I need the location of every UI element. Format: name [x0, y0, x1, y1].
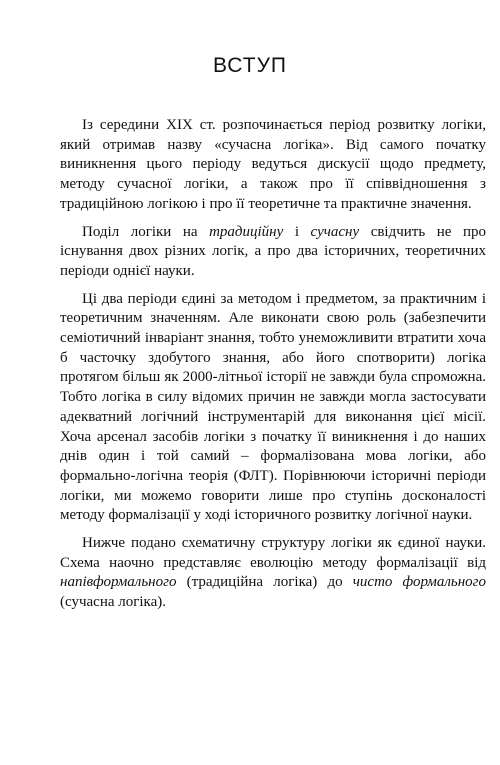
paragraph-unity	[60, 290, 486, 526]
document-body	[60, 116, 486, 621]
paragraph-text: Із середини XIX ст. розпочинається період розвитку логіки, який отримав назву «сучасна логіка». Від самого початку виникнення цього періоду ведуться дискусії щодо предмету, методу сучасної логіки, а також про її співвідношення з традиційною логікою і про її теоретичне та практичне значення.	[60, 117, 486, 212]
paragraph-text: Поділ логіки на	[82, 223, 210, 240]
paragraph-text: і	[283, 223, 311, 240]
term-traditional: традиційну	[209, 223, 284, 240]
paragraph-text: свідчить не про існування двох різних логік, а про два історичних, теоретичних періоди однієї науки.	[60, 223, 486, 279]
term-purely-formal: чисто формального	[352, 574, 486, 591]
paragraph-text: Ці два періоди єдині за методом і предметом, за практичним і теоретичним значенням. Але виконати свою роль (забезпечити семіотичний інваріант знання, тобто унеможливити втратити хоча б часточку здобутого знання, або його спотворити) логіка протягом більш як 2000-літньої історії не завжди була спроможна. Тобто логіка в силу відомих причин не завжди могла застосувати адекватний логічний інструментарій для виконання цієї місії. Хоча арсенал засобів логіки з початку її виникнення і до наших днів один і той самий – формалізована мова логіки, або формально-логічна теорія (ФЛТ). Порівнюючи історичні періоди логіки, ми можемо говорити лише про ступінь досконалості методу формалізації у ході історичного розвитку логічної науки.	[60, 290, 486, 524]
paragraph-text: (традиційна логіка) до	[176, 574, 353, 591]
paragraph-schema	[60, 534, 486, 613]
term-semiformal: напівформального	[60, 574, 177, 591]
page-title: ВСТУП	[212, 54, 288, 78]
paragraph-intro	[60, 116, 486, 215]
paragraph-text: Нижче подано схематичну структуру логіки як єдиної науки. Схема наочно представляє еволюцію методу формалізації від	[60, 535, 486, 571]
paragraph-division	[60, 223, 486, 282]
paragraph-text: (сучасна логіка).	[60, 594, 167, 611]
term-modern: сучасну	[310, 223, 360, 240]
